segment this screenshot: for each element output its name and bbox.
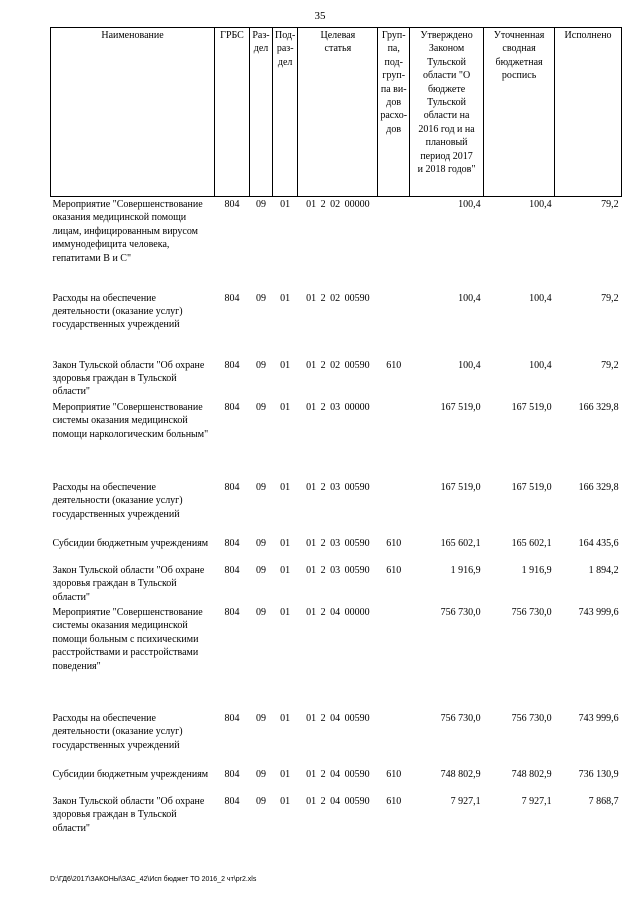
cell-grbs: 804 [224,606,240,618]
cell-utverzhdeno: 167 519,0 [440,481,481,493]
cell-celevaya: 01 2 04 00000 [306,606,370,618]
cell-utochnennaya: 748 802,9 [511,768,552,780]
header-celevaya-label: Целевая статья [320,30,356,55]
header-razdel-label: Раз- дел [252,30,270,55]
cell-utverzhdeno: 756 730,0 [440,606,481,618]
table-row [51,563,622,605]
cell-vid [378,480,410,536]
cell-utverzhdeno: 165 602,1 [440,537,481,549]
cell-utochnennaya: 167 519,0 [511,401,552,413]
cell-podrazdel: 01 [280,768,291,780]
header-podrazdel [273,28,298,197]
cell-celevaya: 01 2 03 00590 [306,564,370,576]
cell-name: Расходы на обеспечение деятельности (оказание услуг) государственных учреждений [52,481,183,520]
cell-utverzhdeno: 7 927,1 [450,795,481,807]
cell-vid: 610 [386,768,402,780]
cell-vid: 610 [386,795,402,807]
cell-razdel: 09 [256,401,266,413]
cell-podrazdel: 01 [273,197,298,291]
cell-ispolneno: 743 999,6 [578,606,619,618]
cell-name: Расходы на обеспечение деятельности (оказание услуг) государственных учреждений [52,712,183,751]
cell-name: Закон Тульской области "Об охране здоровья граждан в Тульской области" [52,564,205,603]
cell-utverzhdeno: 100,4 [458,292,481,304]
page-number: 35 [314,10,326,22]
cell-celevaya: 01 2 04 00590 [306,712,370,724]
header-name [51,28,215,197]
header-podrazdel-label: Под- раз- дел [275,30,296,68]
header-razdel [250,28,273,197]
cell-utochnennaya: 165 602,1 [511,537,552,549]
cell-vid [378,197,410,291]
cell-utochnennaya: 167 519,0 [511,481,552,493]
cell-ispolneno: 736 130,9 [578,768,619,780]
cell-ispolneno: 7 868,7 [588,795,619,807]
cell-ispolneno: 1 894,2 [588,564,619,576]
cell-razdel: 09 [256,292,266,304]
table-row [51,536,622,563]
header-ispolneno [555,28,622,197]
cell-razdel: 09 [256,537,266,549]
cell-ispolneno: 743 999,6 [578,712,619,724]
cell-grbs: 804 [224,292,240,304]
cell-celevaya: 01 2 02 00590 [306,359,370,371]
header-utochnennaya-label: Уточненная сводная бюджетная роспись [493,30,545,82]
header-ispolneno-label: Исполнено [564,30,612,41]
cell-razdel: 09 [256,795,266,807]
cell-grbs: 804 [215,197,250,291]
cell-utverzhdeno: 100,4 [458,359,481,371]
cell-grbs: 804 [224,537,240,549]
cell-utochnennaya: 756 730,0 [511,712,552,724]
cell-podrazdel: 01 [280,712,291,724]
cell-utochnennaya: 7 927,1 [521,795,552,807]
cell-celevaya: 01 2 03 00590 [306,537,370,549]
table-row [51,197,622,291]
cell-name: Мероприятие "Совершенствование оказания медицинской помощи лицам, инфицированным вирусом иммунодефицита человека, гепатитами B и C" [51,197,215,291]
cell-razdel: 09 [256,712,266,724]
cell-ispolneno: 166 329,8 [578,481,619,493]
header-vid-label: Груп- па, под- груп- па ви- дов расхо- дов [380,30,408,135]
cell-razdel: 09 [256,564,266,576]
cell-vid [378,291,410,358]
cell-ispolneno: 166 329,8 [578,401,619,413]
cell-vid [378,711,410,767]
cell-name: Субсидии бюджетным учреждениям [52,537,209,549]
cell-utverzhdeno: 756 730,0 [440,712,481,724]
cell-grbs: 804 [224,795,240,807]
cell-utverzhdeno: 100,4 [410,197,484,291]
cell-ispolneno: 164 435,6 [578,537,619,549]
cell-utverzhdeno: 167 519,0 [440,401,481,413]
cell-ispolneno: 79,2 [555,197,622,291]
cell-razdel: 09 [256,481,266,493]
cell-grbs: 804 [224,401,240,413]
cell-utochnennaya: 100,4 [529,292,552,304]
cell-celevaya: 01 2 03 00590 [306,481,370,493]
table-row [51,794,622,836]
footer-file-path: D:\ГД6\2017\ЗАКОНЫ\ЗАС_42\Исп бюджет ТО 2016_2 чт\pr2.xls [50,876,257,883]
budget-table [50,27,622,836]
cell-vid: 610 [386,537,402,549]
cell-podrazdel: 01 [280,606,291,618]
cell-razdel: 09 [256,768,266,780]
table-row [51,767,622,794]
cell-utochnennaya: 756 730,0 [511,606,552,618]
cell-utverzhdeno: 1 916,9 [450,564,481,576]
header-grbs-label: ГРБС [220,30,244,41]
cell-podrazdel: 01 [280,537,291,549]
cell-name: Расходы на обеспечение деятельности (оказание услуг) государственных учреждений [52,292,183,331]
cell-grbs: 804 [224,359,240,371]
table-row [51,400,622,480]
cell-vid [378,605,410,711]
cell-ispolneno: 79,2 [601,359,619,371]
cell-celevaya: 01 2 04 00590 [306,795,370,807]
header-grbs [215,28,250,197]
table-row [51,711,622,767]
header-vid [378,28,410,197]
cell-name: Субсидии бюджетным учреждениям [52,768,209,780]
cell-grbs: 804 [224,712,240,724]
cell-podrazdel: 01 [280,401,291,413]
header-name-label: Наименование [101,30,164,41]
cell-name: Мероприятие "Совершенствование системы оказания медицинской помощи больным с психическими расстройствами и расстройствами поведения" [52,606,203,672]
cell-utverzhdeno: 748 802,9 [440,768,481,780]
cell-celevaya: 01 2 02 00000 [298,197,378,291]
cell-name: Мероприятие "Совершенствование системы оказания медицинской помощи наркологическим больным" [52,401,209,440]
cell-razdel: 09 [256,359,266,371]
cell-podrazdel: 01 [280,481,291,493]
cell-razdel: 09 [256,606,266,618]
cell-utochnennaya: 100,4 [529,359,552,371]
cell-ispolneno: 79,2 [601,292,619,304]
cell-celevaya: 01 2 04 00590 [306,768,370,780]
cell-razdel: 09 [250,197,273,291]
header-celevaya [298,28,378,197]
cell-grbs: 804 [224,481,240,493]
table-row [51,605,622,711]
table-header-row [51,28,622,197]
cell-name: Закон Тульской области "Об охране здоровья граждан в Тульской области" [52,359,205,398]
cell-vid: 610 [386,359,402,371]
cell-celevaya: 01 2 03 00000 [306,401,370,413]
table-row [51,480,622,536]
cell-celevaya: 01 2 02 00590 [306,292,370,304]
cell-podrazdel: 01 [280,795,291,807]
cell-name: Закон Тульской области "Об охране здоровья граждан в Тульской области" [52,795,205,834]
header-utochnennaya [484,28,555,197]
header-utverzhdeno [410,28,484,197]
cell-utochnennaya: 1 916,9 [521,564,552,576]
table-row [51,358,622,400]
table-row [51,291,622,358]
cell-podrazdel: 01 [280,292,291,304]
cell-podrazdel: 01 [280,359,291,371]
header-utverzhdeno-label: Утверждено Законом Тульской области "О бюджете Тульской области на 2016 год и на плановый период 2017 и 2018 годов" [417,30,476,176]
cell-vid [378,400,410,480]
cell-grbs: 804 [224,564,240,576]
cell-vid: 610 [386,564,402,576]
cell-podrazdel: 01 [280,564,291,576]
cell-grbs: 804 [224,768,240,780]
cell-utochnennaya: 100,4 [484,197,555,291]
